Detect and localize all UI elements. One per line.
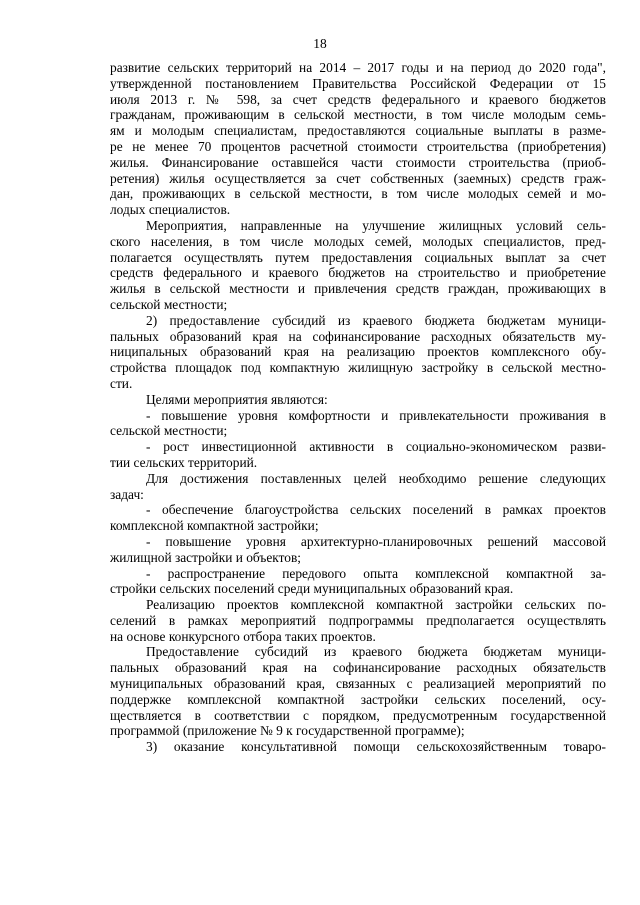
text-line: июля 2013 г. № 598, за счет средств федерального и краевого бюджетов: [110, 91, 606, 107]
text-line: на основе конкурсного отбора таких проектов.: [110, 628, 376, 644]
text-line: 3) оказание консультативной помощи сельскохозяйственным товаро-: [146, 739, 606, 755]
text-line: Для достижения поставленных целей необходимо решение следующих: [146, 470, 606, 486]
text-line: стройки сельских поселений среди муниципальных образований края.: [110, 581, 514, 597]
text-line: лодых специалистов.: [110, 202, 231, 218]
text-line: жилья в сельской местности и привлечения средств граждан, проживающих в: [110, 281, 606, 297]
page-number: 18: [313, 36, 327, 51]
text-line: сельской местности;: [110, 423, 228, 439]
text-line: развитие сельских территорий на 2014 – 2017 годы и на период до 2020 года",: [110, 60, 606, 75]
text-line: стройства площадок под компактную жилищную застройку в сельской местно-: [110, 360, 606, 376]
text-line: ре не менее 70 процентов расчетной стоимости строительства (приобретения): [110, 138, 606, 154]
text-line: муниципальных образований края, связанных с реализацией мероприятий по: [110, 676, 606, 692]
text-line: 2) предоставление субсидий из краевого бюджета бюджетам муници-: [146, 312, 606, 328]
text-line: сельской местности;: [110, 296, 228, 312]
text-line: - распространение передового опыта комплексной компактной за-: [146, 565, 606, 581]
text-line: селений в рамках мероприятий подпрограммы предполагается осуществлять: [110, 612, 606, 628]
text-line: сти.: [110, 375, 133, 391]
document-body: [110, 60, 606, 755]
text-line: пальных образований края на софинансирование расходных обязательств му-: [110, 328, 606, 344]
text-line: дан, проживающих в сельской местности, в том числе молодых семей и мо-: [110, 186, 606, 202]
text-line: Реализацию проектов комплексной компактной застройки сельских по-: [146, 597, 606, 613]
text-line: средств федерального и краевого бюджетов на строительство и приобретение: [110, 265, 606, 281]
text-line: Мероприятия, направленные на улучшение жилищных условий сель-: [146, 217, 606, 233]
text-line: - повышение уровня комфортности и привлекательности проживания в: [146, 407, 606, 423]
text-line: - рост инвестиционной активности в социально-экономическом разви-: [146, 439, 606, 455]
text-line: ниципальных образований края на реализацию проектов комплексного обу-: [110, 344, 606, 360]
text-line: утвержденной постановлением Правительства Российской Федерации от 15: [110, 75, 606, 91]
text-line: задач:: [110, 486, 144, 502]
text-line: ществляется в соответствии с порядком, предусмотренным государственной: [110, 707, 606, 723]
text-line: жилья. Финансирование оставшейся части стоимости строительства (приоб-: [110, 154, 606, 170]
text-line: Целями мероприятия являются:: [146, 391, 328, 407]
text-line: ям и молодым специалистам, предоставляются социальные выплаты в разме-: [110, 123, 606, 139]
text-line: Предоставление субсидий из краевого бюджета бюджетам муници-: [146, 644, 606, 660]
text-line: полагается осуществлять путем предоставления социальных выплат за счет: [110, 249, 606, 265]
text-line: поддержке комплексной компактной застройки сельских поселений, осу-: [110, 691, 606, 707]
text-line: программой (приложение № 9 к государственной программе);: [110, 723, 465, 739]
text-line: ского населения, в том числе молодых семей, молодых специалистов, пред-: [110, 233, 606, 249]
text-line: гражданам, проживающим в сельской местности, в том числе молодым семь-: [110, 107, 606, 123]
text-line: ретения) жилья осуществляется за счет собственных (заемных) средств граж-: [110, 170, 606, 186]
text-line: пальных образований края на софинансирование расходных обязательств: [110, 660, 606, 676]
text-line: - обеспечение благоустройства сельских поселений в рамках проектов: [146, 502, 606, 518]
text-line: комплексной компактной застройки;: [110, 518, 319, 534]
text-line: тии сельских территорий.: [110, 454, 258, 470]
text-line: жилищной застройки и объектов;: [110, 549, 302, 565]
text-line: - повышение уровня архитектурно-планировочных решений массовой: [146, 533, 606, 549]
